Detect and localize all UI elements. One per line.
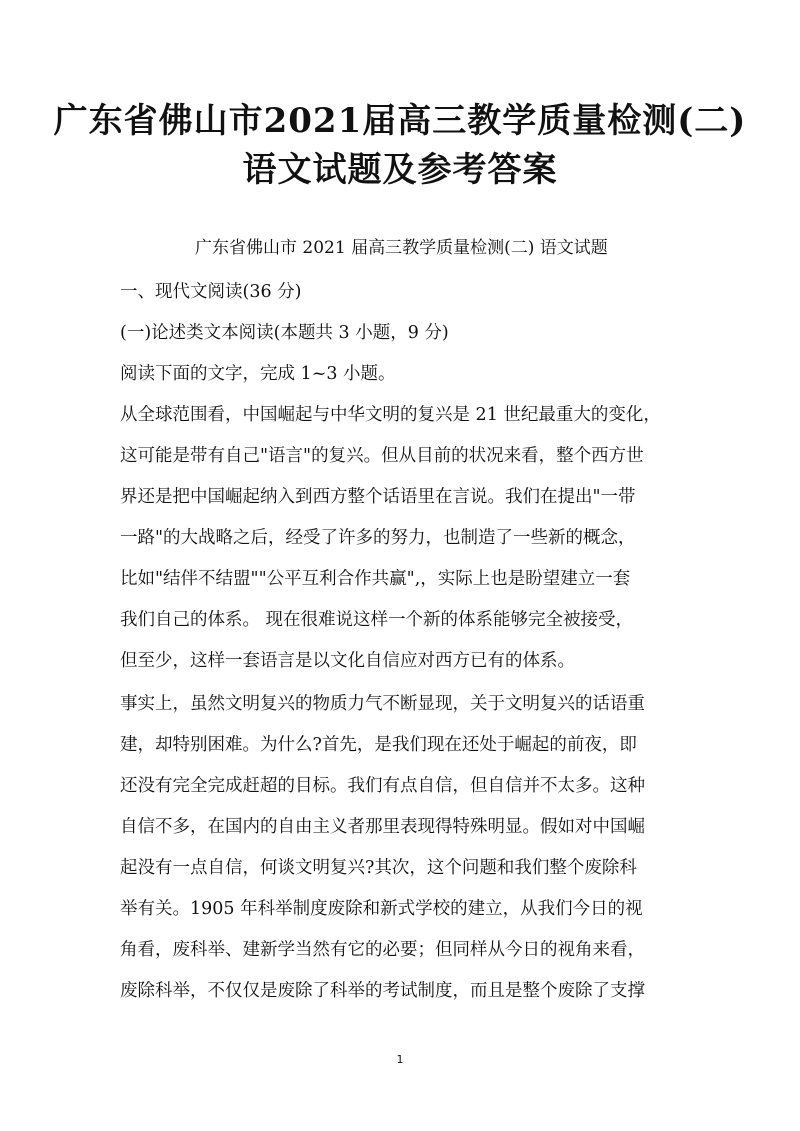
reading-instruction: 阅读下面的文字，完成 1~3 小题。 [120,364,396,384]
subsection-heading: (一)论述类文本阅读(本题共 3 小题，9 分) [120,323,449,343]
page-number: 1 [396,1053,404,1066]
paragraph-1-line: 界还是把中国崛起纳入到西方整个话语里在言说。我们在提出"一带 [120,487,636,507]
paragraph-1-line: 从全球范围看，中国崛起与中华文明的复兴是 21 世纪最重大的变化， [120,405,661,425]
document-title-line-1: 广东省佛山市2021届高三教学质量检测(二) [53,101,747,141]
paragraph-2-line: 角看，废科举、建新学当然有它的必要；但同样从今日的视角来看， [120,940,645,960]
paragraph-2-line: 自信不多，在国内的自由主义者那里表现得特殊明显。假如对中国崛 [120,817,645,837]
paragraph-2-line: 还没有完全完成赶超的目标。我们有点自信，但自信并不太多。这种 [120,776,645,796]
paragraph-1-line: 但至少，这样一套语言是以文化自信应对西方已有的体系。 [120,651,575,671]
section-heading: 一、现代文阅读(36 分) [120,282,302,302]
exam-subtitle: 广东省佛山市 2021 届高三教学质量检测(二) 语文试题 [195,238,608,258]
paragraph-2-line: 事实上，虽然文明复兴的物质力气不断显现，关于文明复兴的话语重 [120,694,645,714]
paragraph-1-line: 我们自己的体系。 现在很难说这样一个新的体系能够完全被接受， [120,610,634,630]
document-title-line-2: 语文试题及参考答案 [242,150,558,190]
paragraph-2-line: 建，却特别困难。为什么?首先，是我们现在还处于崛起的前夜，即 [120,735,637,755]
paragraph-2-line: 起没有一点自信，何谈文明复兴?其次，这个问题和我们整个废除科 [120,858,637,878]
paragraph-2-line: 举有关。1905 年科举制度废除和新式学校的建立，从我们今日的视 [120,899,643,919]
paragraph-2-line: 废除科举，不仅仅是废除了科举的考试制度，而且是整个废除了支撑 [120,981,645,1001]
paragraph-1-line: 这可能是带有自己"语言"的复兴。但从目前的状况来看，整个西方世 [120,446,644,466]
paragraph-1-line: 比如"结伴不结盟""公平互利合作共赢",，实际上也是盼望建立一套 [120,569,631,589]
paragraph-1-line: 一路"的大战略之后，经受了许多的努力，也制造了一些新的概念， [120,528,636,548]
